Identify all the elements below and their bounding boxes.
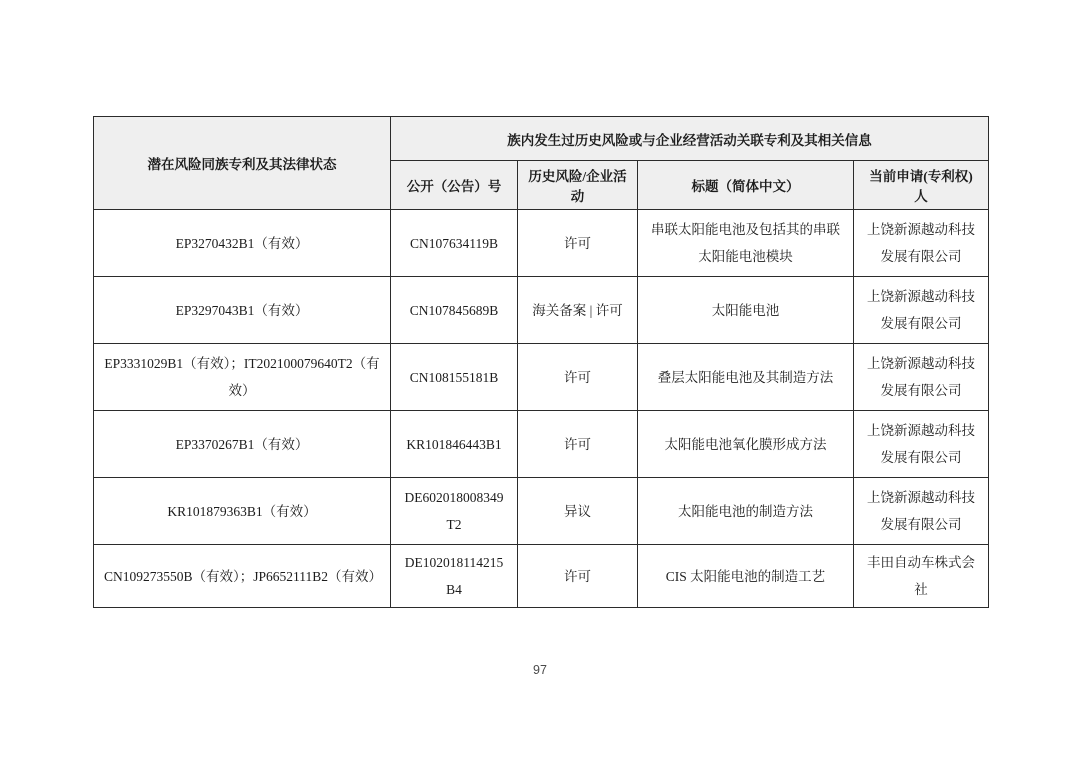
cell-title: 串联太阳能电池及包括其的串联太阳能电池模块 bbox=[638, 210, 854, 277]
cell-family-patent: EP3297043B1（有效） bbox=[94, 277, 391, 344]
cell-title: 太阳能电池的制造方法 bbox=[638, 478, 854, 545]
cell-applicant: 上饶新源越动科技发展有限公司 bbox=[854, 478, 989, 545]
cell-family-patent: EP3331029B1（有效）；IT202100079640T2（有效） bbox=[94, 344, 391, 411]
cell-publication-number: CN107845689B bbox=[391, 277, 518, 344]
patent-risk-table bbox=[93, 116, 989, 608]
cell-activity: 许可 bbox=[518, 344, 638, 411]
table-row bbox=[94, 210, 989, 277]
table-row bbox=[94, 411, 989, 478]
cell-applicant: 上饶新源越动科技发展有限公司 bbox=[854, 210, 989, 277]
cell-publication-number: DE602018008349T2 bbox=[391, 478, 518, 545]
table-row bbox=[94, 545, 989, 608]
cell-title: 太阳能电池氧化膜形成方法 bbox=[638, 411, 854, 478]
cell-applicant: 上饶新源越动科技发展有限公司 bbox=[854, 344, 989, 411]
cell-publication-number: KR101846443B1 bbox=[391, 411, 518, 478]
cell-activity: 异议 bbox=[518, 478, 638, 545]
cell-publication-number: CN107634119B bbox=[391, 210, 518, 277]
cell-publication-number: CN108155181B bbox=[391, 344, 518, 411]
cell-title: 叠层太阳能电池及其制造方法 bbox=[638, 344, 854, 411]
cell-title: 太阳能电池 bbox=[638, 277, 854, 344]
cell-activity: 海关备案 | 许可 bbox=[518, 277, 638, 344]
column-header-publication-number: 公开（公告）号 bbox=[391, 161, 518, 210]
cell-activity: 许可 bbox=[518, 411, 638, 478]
cell-family-patent: EP3270432B1（有效） bbox=[94, 210, 391, 277]
cell-applicant: 上饶新源越动科技发展有限公司 bbox=[854, 277, 989, 344]
table-row bbox=[94, 344, 989, 411]
column-header-group: 族内发生过历史风险或与企业经营活动关联专利及其相关信息 bbox=[391, 117, 989, 161]
cell-applicant: 上饶新源越动科技发展有限公司 bbox=[854, 411, 989, 478]
cell-publication-number: DE102018114215B4 bbox=[391, 545, 518, 608]
column-header-applicant: 当前申请(专利权)人 bbox=[854, 161, 989, 210]
column-header-family-patent: 潜在风险同族专利及其法律状态 bbox=[94, 117, 391, 210]
cell-title: CIS 太阳能电池的制造工艺 bbox=[638, 545, 854, 608]
table-header-group-row bbox=[94, 117, 989, 161]
page-number: 97 bbox=[533, 663, 547, 677]
cell-applicant: 丰田自动车株式会社 bbox=[854, 545, 989, 608]
table-row bbox=[94, 478, 989, 545]
cell-activity: 许可 bbox=[518, 545, 638, 608]
table-row bbox=[94, 277, 989, 344]
cell-activity: 许可 bbox=[518, 210, 638, 277]
cell-family-patent: EP3370267B1（有效） bbox=[94, 411, 391, 478]
cell-family-patent: KR101879363B1（有效） bbox=[94, 478, 391, 545]
column-header-title: 标题（简体中文） bbox=[638, 161, 854, 210]
cell-family-patent: CN109273550B（有效）；JP6652111B2（有效） bbox=[94, 545, 391, 608]
column-header-activity: 历史风险/企业活动 bbox=[518, 161, 638, 210]
